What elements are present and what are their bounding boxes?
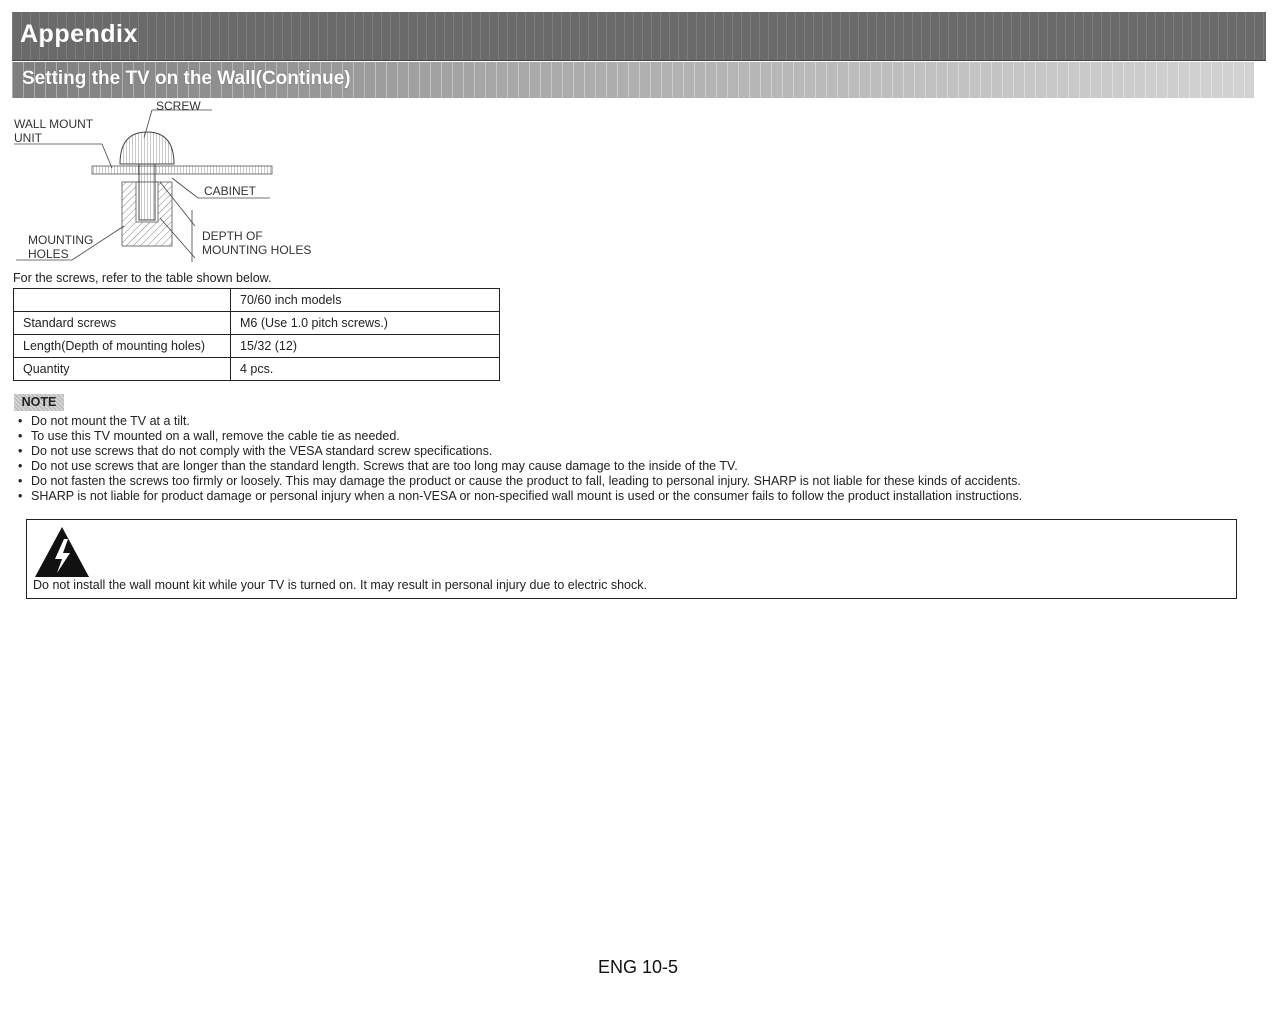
screw-spec-table: [13, 288, 500, 381]
note-list: [18, 414, 1022, 504]
bullet: •: [18, 489, 23, 503]
wall-mount-plate: [92, 166, 272, 174]
warning-box: [26, 519, 1237, 599]
note-text: Do not mount the TV at a tilt.: [31, 414, 190, 428]
list-item: [18, 429, 1022, 444]
list-item: [18, 489, 1022, 504]
list-item: [18, 444, 1022, 459]
label-wall-mount-1: WALL MOUNT: [14, 117, 94, 131]
table-cell: 70/60 inch models: [231, 289, 500, 312]
screw-mounting-diagram: [12, 98, 342, 268]
bullet: •: [18, 444, 23, 458]
table-cell: 15/32 (12): [231, 335, 500, 358]
table-row: [14, 358, 500, 381]
list-item: [18, 414, 1022, 429]
table-cell: Standard screws: [14, 312, 231, 335]
section-title: Setting the TV on the Wall(Continue): [22, 68, 351, 89]
bullet: •: [18, 459, 23, 473]
label-wall-mount-2: UNIT: [14, 131, 42, 145]
label-mounting-holes-1: MOUNTING: [28, 233, 94, 247]
label-cabinet: CABINET: [204, 184, 257, 198]
note-badge: NOTE: [14, 394, 64, 411]
table-cell: [14, 289, 231, 312]
bullet: •: [18, 414, 23, 428]
section-header-bar: [12, 62, 1254, 98]
bullet: •: [18, 429, 23, 443]
warning-text: Do not install the wall mount kit while your TV is turned on. It may result in personal injury due to electric shock.: [33, 578, 647, 592]
appendix-header-bar: [12, 12, 1266, 61]
table-cell: 4 pcs.: [231, 358, 500, 381]
note-text: Do not fasten the screws too firmly or loosely. This may damage the product or cause the product to fall, leading to personal injury. SHARP is not liable for these kinds of accidents.: [31, 474, 1021, 488]
bullet: •: [18, 474, 23, 488]
electric-shock-warning-icon: [33, 525, 91, 579]
appendix-title: Appendix: [20, 20, 138, 48]
note-text: To use this TV mounted on a wall, remove the cable tie as needed.: [31, 429, 400, 443]
table-row: [14, 335, 500, 358]
table-row: [14, 312, 500, 335]
page-number: ENG 10-5: [597, 957, 679, 977]
table-cell: Length(Depth of mounting holes): [14, 335, 231, 358]
table-row: [14, 289, 500, 312]
label-screw: SCREW: [156, 99, 201, 113]
table-cell: Quantity: [14, 358, 231, 381]
label-depth-2: MOUNTING HOLES: [202, 243, 312, 257]
note-text: Do not use screws that are longer than the standard length. Screws that are too long may cause damage to the inside of the TV.: [31, 459, 738, 473]
screw-shaft: [139, 164, 155, 220]
note-text: SHARP is not liable for product damage or personal injury when a non-VESA or non-specified wall mount is used or the consumer fails to follow the product installation instructions.: [31, 489, 1023, 503]
label-depth-1: DEPTH OF: [202, 229, 263, 243]
list-item: [18, 474, 1022, 489]
intro-text: For the screws, refer to the table shown below.: [13, 271, 272, 285]
label-mounting-holes-2: HOLES: [28, 247, 69, 261]
table-cell: M6 (Use 1.0 pitch screws.): [231, 312, 500, 335]
note-text: Do not use screws that do not comply with the VESA standard screw specifications.: [31, 444, 493, 458]
screw-head: [120, 132, 174, 164]
list-item: [18, 459, 1022, 474]
